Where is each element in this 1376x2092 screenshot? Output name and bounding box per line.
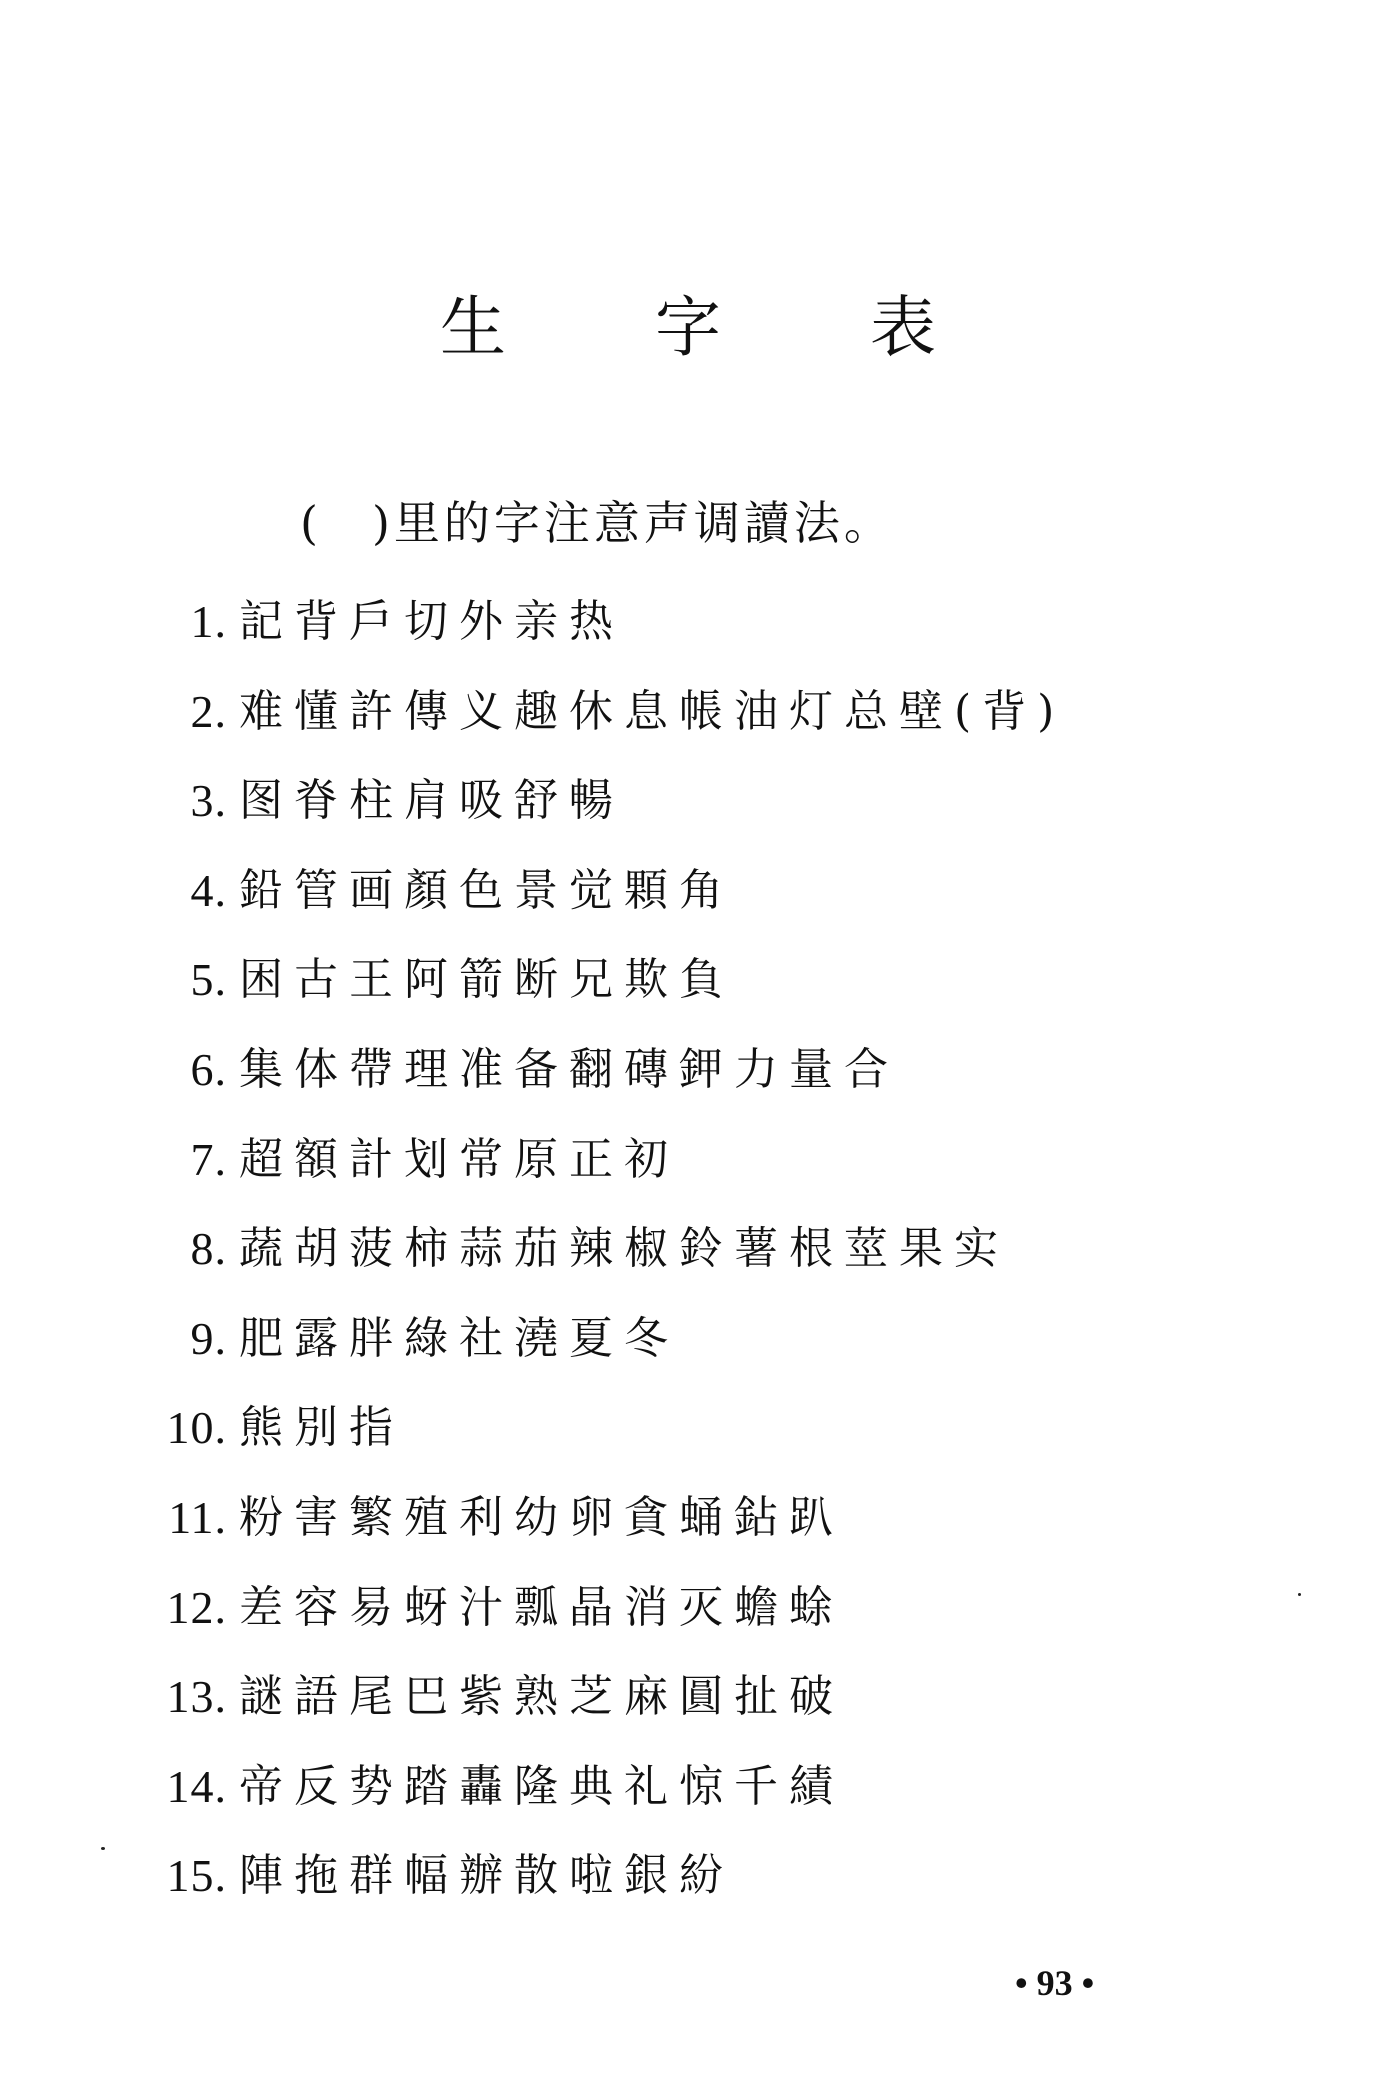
item-characters: 集体帶理准备翻磚鉀力量合: [239, 1043, 899, 1095]
item-number: 2.: [190, 685, 227, 737]
list-item: [145, 1761, 1065, 1851]
item-number: 5.: [190, 954, 227, 1006]
item-characters: 記背戶切外亲热: [239, 596, 624, 647]
item-number: 11.: [168, 1491, 227, 1543]
scan-speck: [101, 1847, 105, 1850]
list-item: [145, 1313, 1065, 1403]
item-characters: 差容易蚜汁瓢晶消灭蟾蜍: [239, 1581, 844, 1633]
page-number: • 93 •: [1015, 1963, 1095, 2003]
list-item: [145, 1402, 1065, 1492]
list-item: [145, 686, 1065, 776]
item-characters: 鉛管画顏色景觉顆角: [239, 864, 734, 916]
item-characters: 蔬胡菠柿蒜茄辣椒鈴薯根莖果实: [239, 1223, 1009, 1275]
item-number: 10.: [166, 1402, 227, 1454]
item-characters: 超額計划常原正初: [239, 1133, 679, 1185]
item-number: 12.: [166, 1581, 227, 1633]
item-number: 8.: [190, 1223, 227, 1275]
item-number: 14.: [166, 1760, 227, 1812]
item-characters: 陣拖群幅辦散啦銀紛: [239, 1850, 734, 1902]
list-item: [145, 596, 1065, 686]
list-item: [145, 1582, 1065, 1672]
item-characters: 肥露胖綠社澆夏冬: [239, 1312, 679, 1364]
list-item: [145, 1492, 1065, 1582]
list-item: [145, 954, 1065, 1044]
item-number: 3.: [190, 775, 227, 827]
item-characters: 困古王阿箭断兄欺負: [239, 954, 734, 1006]
item-characters: 粉害繁殖利幼卵貪蛹鉆趴: [239, 1491, 844, 1543]
item-characters: 帝反势踏轟隆典礼惊千績: [239, 1760, 844, 1812]
list-item: [145, 1044, 1065, 1134]
item-number: 15.: [166, 1850, 227, 1902]
item-number: 4.: [190, 864, 227, 916]
page-title: 生 字 表: [440, 289, 1000, 366]
item-number: 1.: [190, 596, 227, 647]
item-number: 13.: [166, 1671, 227, 1723]
item-characters: 难懂許傳义趣休息帳油灯总壁(背): [239, 685, 1066, 737]
list-item: [145, 1134, 1065, 1224]
list-item: [145, 1671, 1065, 1761]
list-item: [145, 865, 1065, 955]
item-characters: 图脊柱肩吸舒暢: [239, 775, 624, 827]
list-item: [145, 1850, 1065, 1940]
scan-speck: [1298, 1593, 1301, 1596]
item-characters: 熊別指: [239, 1402, 404, 1454]
item-number: 9.: [190, 1312, 227, 1364]
item-number: 7.: [190, 1133, 227, 1185]
item-characters: 謎語尾巴紫熟芝麻圓扯破: [239, 1671, 844, 1723]
new-character-list: [145, 596, 1065, 1940]
list-item: [145, 775, 1065, 865]
list-item: [145, 1223, 1065, 1313]
item-number: 6.: [190, 1043, 227, 1095]
tone-note: ( )里的字注意声调讀法。: [300, 496, 894, 550]
